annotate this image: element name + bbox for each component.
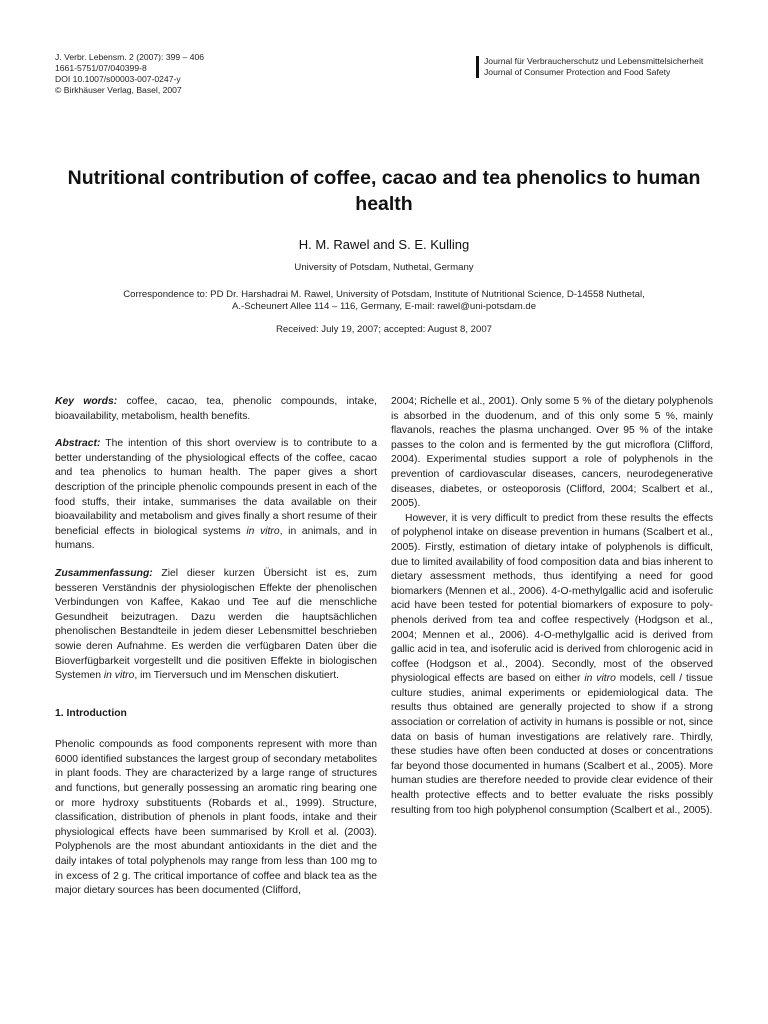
keywords-text: coffee, cacao, tea, phenolic compounds, intake, bioavailability, metabolism, health benefits. <box>55 396 377 422</box>
introduction-paragraph-1-continued: 2004; Richelle et al., 2001). Only some 5 % of the dietary polyphenols is absorbed in the duodenum, and of this only some 5 %, mainly flavanols, reaches the plasma unchanged. Over 95 % of the intake passes to the colon and is fermented by the gut microflora (Clifford, 2004). Experimental studies support a role of polyphenols in the prevention of cardiovascular diseases, cancers, neurodegenerative diseases, diabetes, or osteoporosis (Clifford, 2004; Scalbert et al., 2005). <box>391 396 713 510</box>
received-dates: Received: July 19, 2007; accepted: August 8, 2007 <box>275 324 492 335</box>
correspondence <box>70 289 698 313</box>
journal-name-german: Journal für Verbraucherschutz und Lebensmittelsicherheit <box>484 56 704 66</box>
zusammenfassung-label: Zusammenfassung: <box>55 567 153 579</box>
introduction-italic: in vitro <box>584 673 616 685</box>
abstract-paragraph <box>55 437 377 554</box>
introduction-text: However, it is very difficult to predict from these results the effects of polyphenol intake on disease prevention in humans (Scalbert et al., 2005). Firstly, estimation of dietary intake of polyphenols is difficult, due to limited availability of food composition data and bias inherent to dietary assessment methods, thus identifying a need for good biomarkers (Mennen et al., 2006). 4-O-methylgallic acid and isoferulic acid have been tested for potential biomarkers of exposure to polyphenols derived from tea and coffee respectively (Hodgson et al., 2004; Mennen et al., 2006). 4-O-methylgallic acid is derived from gallic acid in tea, and isoferulic acid is derived from chlorogenic acid in coffee (Hodgson et al., 2004). Secondly, most of the observed physiological effects are based on either <box>391 512 713 685</box>
zusammenfassung-italic: in vitro <box>103 670 135 682</box>
introduction-paragraph-1: Phenolic compounds as food components represent with more than 6000 identified substances the largest group of secondary metabolites in plant foods. They are characterized by a large range of structures and functions, but generally possessing an aromatic ring bearing one or more hydroxy substituents (Robards et al., 1999). Structure, classification, distribution of phenols in plant foods, intake and their physiological effects have been summarised by Kroll et al. (2003). Polyphenols are the most abundant antioxidants in the diet and the daily intakes of total polyphenols may range from less than 100 mg to in excess of 2 g. The critical importance of coffee and black tea as the major dietary sources has been documented (Clifford, <box>55 739 377 897</box>
left-column <box>55 395 377 899</box>
abstract-text-end: , in animals, and in humans. <box>55 525 377 552</box>
citation-line: DOI 10.1007/s00003-007-0247-y <box>55 74 181 84</box>
correspondence-line: A.-Scheunert Allee 114 – 116, Germany, E-mail: rawel@uni-potsdam.de <box>231 301 537 312</box>
section-heading-introduction: 1. Introduction <box>55 707 127 719</box>
journal-name-english: Journal of Consumer Protection and Food Safety <box>484 67 671 77</box>
zusammenfassung-text: Ziel dieser kurzen Übersicht ist es, zum besseren Verständnis der physiologischen Effekte der phenolischen Verbindungen von Kaffee, Kakao und Tee auf die menschliche Gesundheit beizutragen. Dazu werden die hauptsächlichen phenolischen Bestandteile in jedem dieser Lebensmittel beschrieben sowie deren Aufnahme. Es werden die verfügbaren Daten über die Bioverfügbarkeit vorgestellt und die positiven Effekte in biologischen Systemen <box>55 567 377 682</box>
citation-line: © Birkhäuser Verlag, Basel, 2007 <box>55 85 182 95</box>
article-affiliation: University of Potsdam, Nuthetal, Germany <box>294 262 474 273</box>
abstract-text: The intention of this short overview is to contribute to a better understanding of the physiological effects of the coffee, cacao and tea phenolics to human health. The paper gives a short description of the principle phenolic compounds present in each of the food stuffs, their intake, summarises the data available on their bioavailability and metabolism and gives finally a short resume of their beneficial effects in biological systems <box>55 438 377 537</box>
introduction-paragraph-2 <box>391 512 713 818</box>
article-authors: H. M. Rawel and S. E. Kulling <box>298 237 470 252</box>
correspondence-line: Correspondence to: PD Dr. Harshadrai M. Rawel, University of Potsdam, Institute of Nutritional Science, D-14558 Nuthetal, <box>123 289 645 300</box>
journal-name-block <box>476 56 703 78</box>
abstract-italic: in vitro <box>246 525 280 537</box>
abstract-label: Abstract: <box>55 438 101 450</box>
citation-line: 1661-5751/07/040399-8 <box>55 63 147 73</box>
article-title: Nutritional contribution of coffee, cacao and tea phenolics to human health <box>67 167 701 215</box>
right-column <box>391 395 713 818</box>
keywords-paragraph <box>55 395 377 424</box>
zusammenfassung-text-end: , im Tierversuch und im Menschen diskutiert. <box>134 670 339 682</box>
introduction-text-end: models, cell / tissue culture studies, animal experiments or epidemiological data. The results thus obtained are generally projected to show if a strong association or correlation of activity in humans is possible or not, since data on basis of human investigations are relatively rare. Thirdly, these studies have often been conducted at doses or concentrations far beyond those documented in humans (Scalbert et al., 2005). More human studies are therefore needed to provide clear evidence of their health protective effects and to better evaluate the risks possibly resulting from too high polyphenol consumption (Scalbert et al., 2005). <box>391 673 714 816</box>
keywords-label: Key words: <box>55 396 118 407</box>
citation-line: J. Verbr. Lebensm. 2 (2007): 399 – 406 <box>55 52 205 62</box>
zusammenfassung-paragraph <box>55 567 377 684</box>
citation-block <box>55 52 204 96</box>
